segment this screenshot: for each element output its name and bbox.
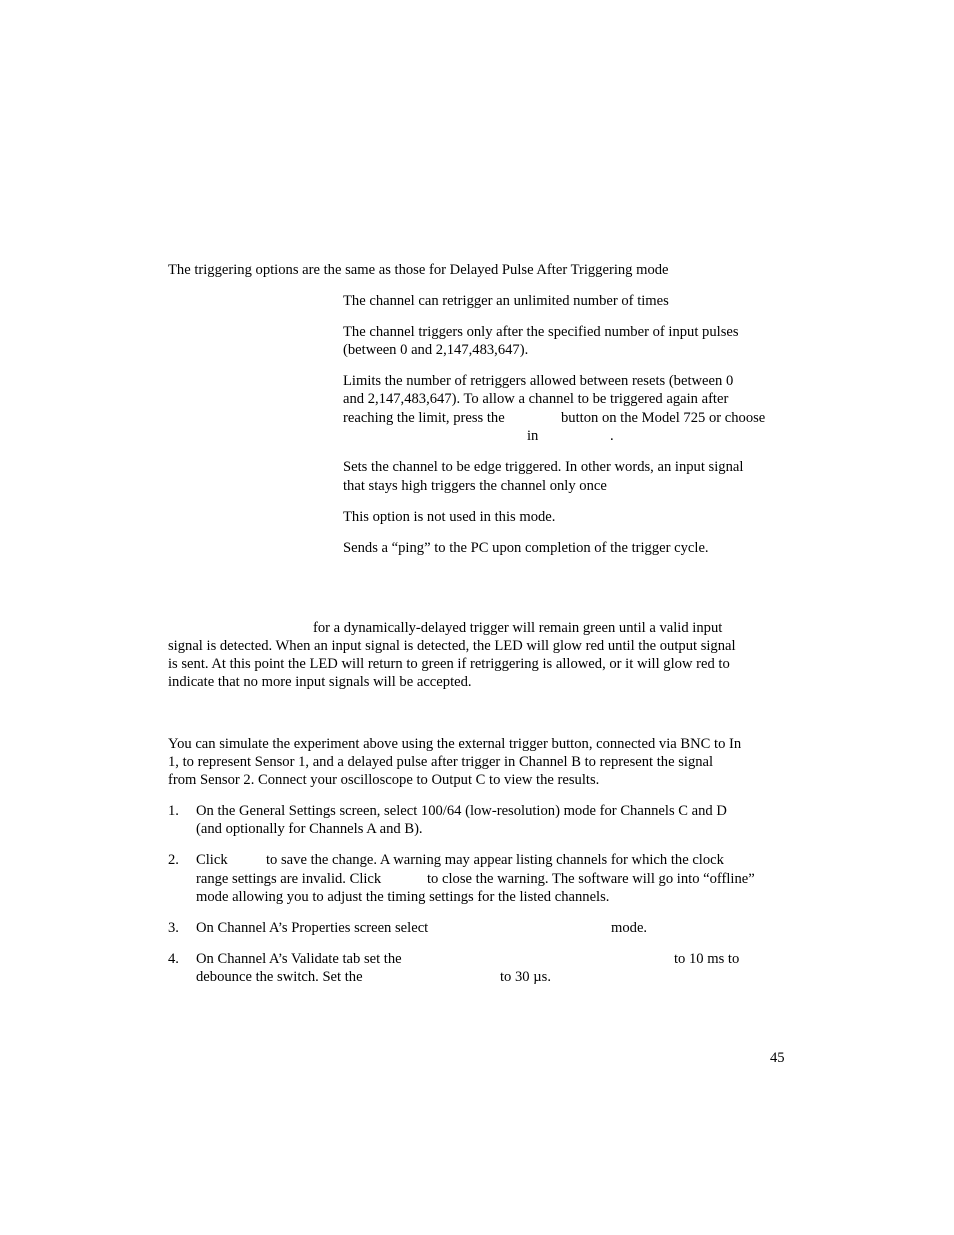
- step-2-line-1b: to save the change. A warning may appear listing channels for which the clock: [266, 852, 724, 868]
- option-delay-count-line-1: The channel triggers only after the specified number of input pulses: [343, 324, 739, 340]
- option-ping: Sends a “ping” to the PC upon completion of the trigger cycle.: [343, 540, 709, 556]
- option-retrigger-limit-line-3a: reaching the limit, press the: [343, 410, 505, 426]
- step-2-line-3: mode allowing you to adjust the timing settings for the listed channels.: [196, 889, 610, 905]
- option-edge-trigger-line-2: that stays high triggers the channel only once: [343, 478, 607, 494]
- step-2-line-1a: Click: [196, 852, 228, 868]
- led-paragraph-line-1: for a dynamically-delayed trigger will remain green until a valid input: [313, 620, 723, 636]
- step-4-line-2b: to 30 µs.: [500, 969, 551, 985]
- step-3-line-a: On Channel A’s Properties screen select: [196, 920, 429, 936]
- step-3-number: 3.: [168, 920, 179, 936]
- step-4-number: 4.: [168, 951, 179, 967]
- option-edge-trigger-line-1: Sets the channel to be edge triggered. In other words, an input signal: [343, 459, 744, 475]
- option-retrigger-limit-line-2: and 2,147,483,647). To allow a channel to be triggered again after: [343, 391, 729, 407]
- option-retrigger-limit-line-1: Limits the number of retriggers allowed between resets (between 0: [343, 373, 734, 389]
- step-2-line-2b: to close the warning. The software will go into “offline”: [427, 871, 755, 887]
- step-2-number: 2.: [168, 852, 179, 868]
- step-1-number: 1.: [168, 803, 179, 819]
- step-1-line-1: On the General Settings screen, select 100/64 (low-resolution) mode for Channels C and D: [196, 803, 727, 819]
- led-paragraph-line-2: signal is detected. When an input signal is detected, the LED will glow red until the output signal: [168, 638, 736, 654]
- intro-text: The triggering options are the same as those for Delayed Pulse After Triggering mode: [168, 262, 669, 278]
- step-3-line-b: mode.: [611, 920, 648, 936]
- page-number: 45: [770, 1050, 785, 1066]
- option-delay-count-line-2: (between 0 and 2,147,483,647).: [343, 342, 529, 358]
- sim-paragraph-line-1: You can simulate the experiment above using the external trigger button, connected via BNC to In: [168, 736, 742, 752]
- step-4-line-2a: debounce the switch. Set the: [196, 969, 363, 985]
- step-4-line-1a: On Channel A’s Validate tab set the: [196, 951, 402, 967]
- option-retrigger-limit-line-3b: button on the Model 725 or choose: [561, 410, 766, 426]
- led-paragraph-line-4: indicate that no more input signals will be accepted.: [168, 674, 472, 690]
- option-retrigger-limit-line-4b: .: [610, 428, 614, 444]
- option-retrigger-limit-line-4a: in: [527, 428, 539, 444]
- led-paragraph-line-3: is sent. At this point the LED will return to green if retriggering is allowed, or it will glow red to: [168, 656, 730, 672]
- sim-paragraph-line-2: 1, to represent Sensor 1, and a delayed pulse after trigger in Channel B to represent the signal: [168, 754, 714, 770]
- step-4-line-1b: to 10 ms to: [674, 951, 740, 967]
- option-retrigger-unlimited: The channel can retrigger an unlimited number of times: [343, 293, 669, 309]
- step-1-line-2: (and optionally for Channels A and B).: [196, 821, 423, 837]
- step-2-line-2a: range settings are invalid. Click: [196, 871, 382, 887]
- sim-paragraph-line-3: from Sensor 2. Connect your oscilloscope to Output C to view the results.: [168, 772, 600, 788]
- option-not-used: This option is not used in this mode.: [343, 509, 556, 525]
